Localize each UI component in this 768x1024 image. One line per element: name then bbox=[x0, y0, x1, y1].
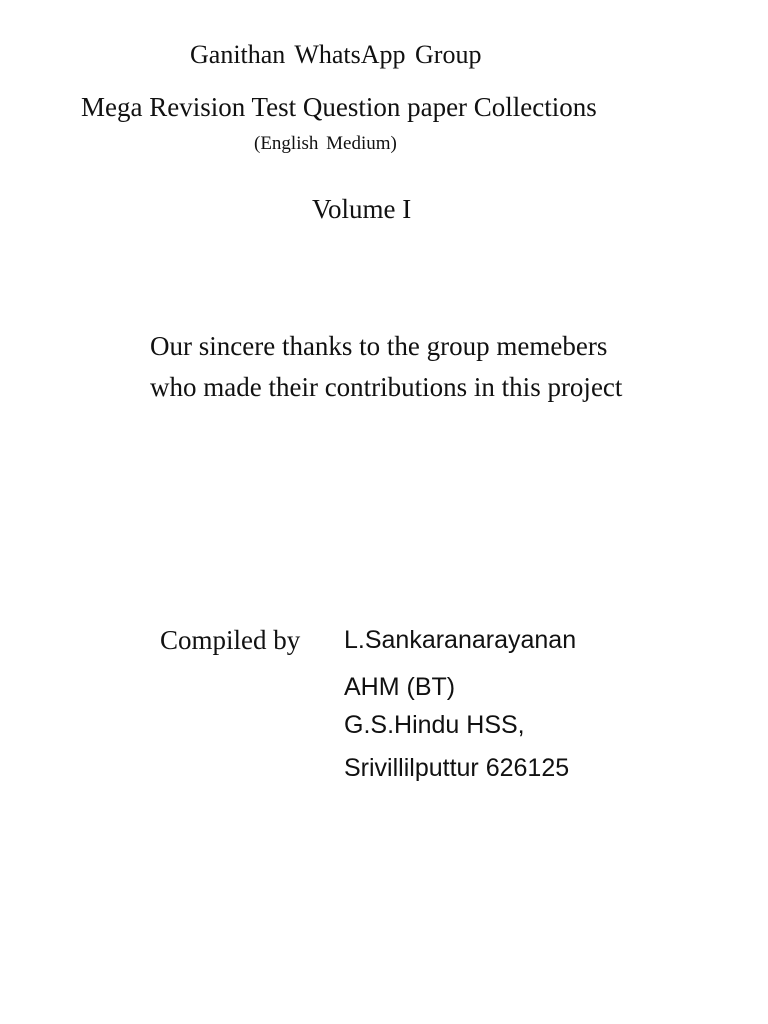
medium-label: (English Medium) bbox=[254, 133, 397, 154]
compiler-name: L.Sankaranarayanan bbox=[344, 626, 577, 654]
acknowledgement-line-1: Our sincere thanks to the group memebers bbox=[150, 331, 608, 361]
compiler-school: G.S.Hindu HSS, bbox=[344, 711, 525, 739]
volume-label: Volume I bbox=[312, 194, 412, 224]
compiled-by-label: Compiled by bbox=[160, 625, 301, 655]
acknowledgement-line-2: who made their contributions in this project bbox=[150, 372, 623, 402]
collection-title: Mega Revision Test Question paper Collections bbox=[81, 92, 597, 122]
compiler-designation: AHM (BT) bbox=[344, 673, 456, 701]
group-title: Ganithan WhatsApp Group bbox=[190, 40, 482, 69]
compiler-place: Srivillilputtur 626125 bbox=[344, 754, 570, 782]
